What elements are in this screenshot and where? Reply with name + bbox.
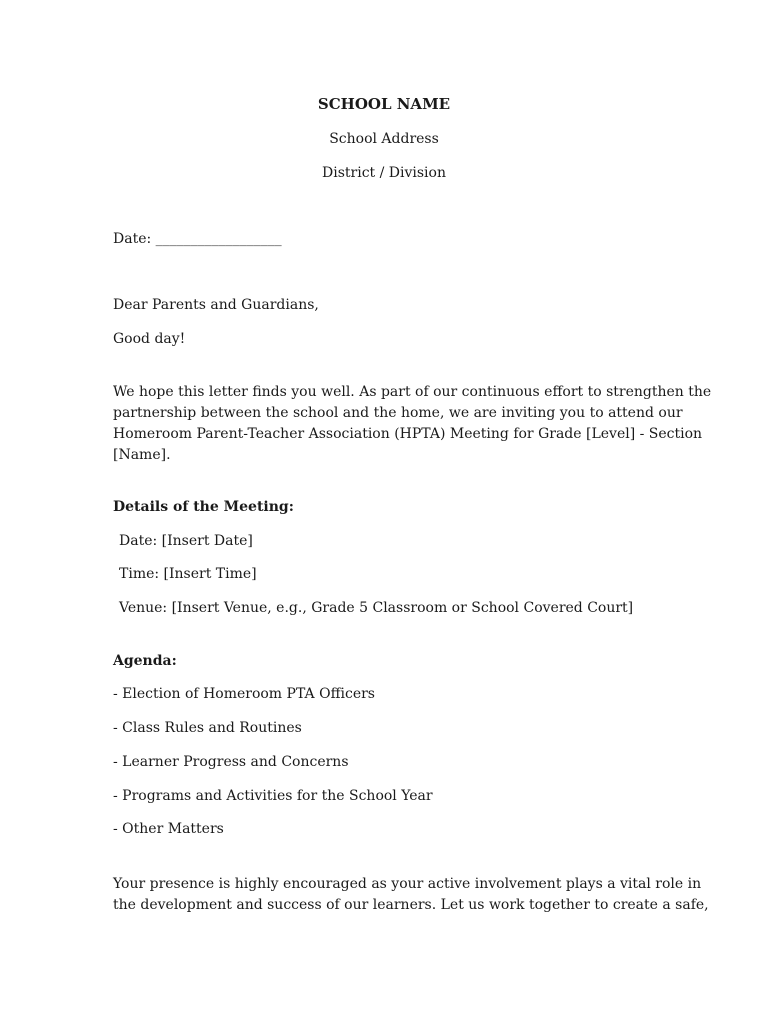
closing-line: the development and success of our learners. Let us work together to create a safe, bbox=[113, 897, 709, 913]
agenda-item: - Election of Homeroom PTA Officers bbox=[113, 686, 375, 702]
intro-paragraph bbox=[113, 382, 712, 466]
agenda-item: - Learner Progress and Concerns bbox=[113, 754, 349, 770]
intro-line: [Name]. bbox=[113, 447, 171, 463]
agenda-item: - Programs and Activities for the School Year bbox=[113, 788, 433, 804]
school-address: School Address bbox=[329, 131, 439, 147]
intro-line: Homeroom Parent-Teacher Association (HPTA) Meeting for Grade [Level] - Section bbox=[113, 426, 703, 442]
greeting: Good day! bbox=[113, 331, 186, 347]
details-heading: Details of the Meeting: bbox=[113, 499, 294, 515]
agenda-item: - Other Matters bbox=[113, 821, 224, 837]
agenda-heading: Agenda: bbox=[113, 653, 177, 669]
intro-line: We hope this letter finds you well. As part of our continuous effort to strengthen the bbox=[113, 384, 712, 400]
school-name: SCHOOL NAME bbox=[317, 95, 451, 113]
salutation: Dear Parents and Guardians, bbox=[113, 297, 319, 313]
details-date: Date: [Insert Date] bbox=[119, 533, 253, 549]
closing-paragraph bbox=[113, 874, 709, 916]
district-division: District / Division bbox=[322, 165, 446, 181]
details-time: Time: [Insert Time] bbox=[119, 566, 257, 582]
agenda-item: - Class Rules and Routines bbox=[113, 720, 302, 736]
closing-line: Your presence is highly encouraged as your active involvement plays a vital role in bbox=[113, 876, 702, 892]
intro-line: partnership between the school and the home, we are inviting you to attend our bbox=[113, 405, 683, 421]
date-line: Date: __________________ bbox=[113, 231, 282, 247]
details-venue: Venue: [Insert Venue, e.g., Grade 5 Classroom or School Covered Court] bbox=[119, 600, 634, 616]
